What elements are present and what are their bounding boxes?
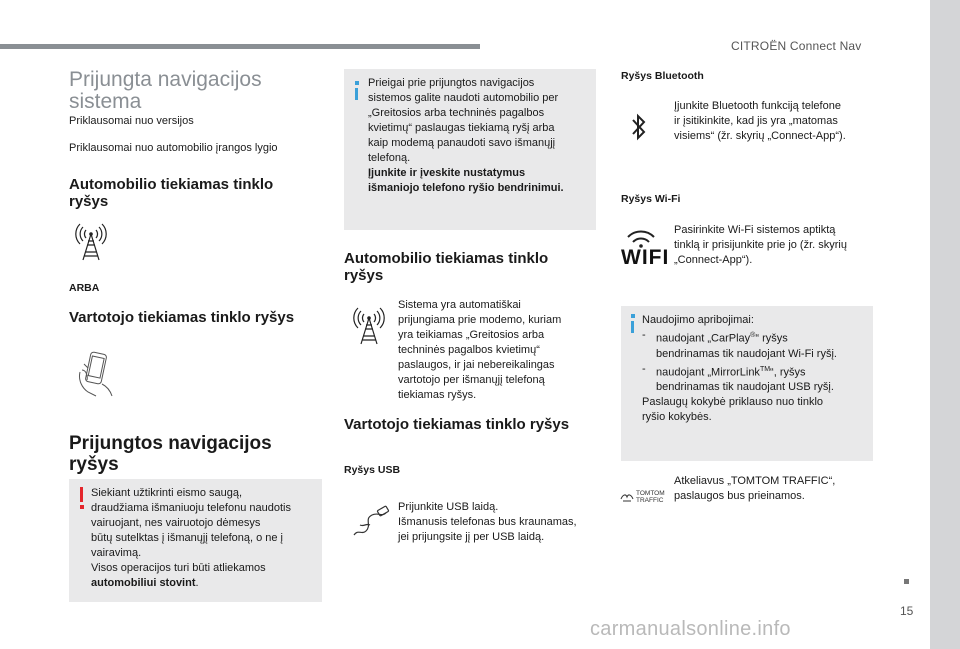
tomtom-traffic-icon <box>636 490 665 504</box>
info-icon-dot <box>355 81 359 85</box>
bluetooth-text <box>674 99 874 144</box>
smartphone-hand-icon <box>76 350 116 398</box>
vehicle-network-text <box>398 298 598 403</box>
header-rule <box>0 44 480 49</box>
warning-line: būtų sutelktas į išmanųjį telefoną, o ne į <box>91 532 284 544</box>
trim-note: Priklausomai nuo automobilio įrangos lygio <box>69 142 278 154</box>
warning-period: . <box>195 577 199 589</box>
text-line: paslaugos, ir jai nebereikalingas <box>398 359 555 371</box>
tomtom-icon-line: TRAFFIC <box>636 497 664 504</box>
wifi-text <box>674 223 874 268</box>
text-line: visiems“ (žr. skyrių „Connect-App“). <box>674 130 846 142</box>
text-span: “ ryšys <box>755 332 788 345</box>
warning-icon-dot <box>80 505 84 509</box>
tomtom-icon-line: TOMTOM <box>636 490 665 497</box>
info-line: „Greitosios arba techninės pagalbos <box>368 107 545 119</box>
tomtom-text <box>674 474 874 504</box>
usb-label: Ryšys USB <box>344 464 401 476</box>
text-line: tinklą ir prisijunkite prie jo (žr. skyrių <box>674 239 847 251</box>
warning-line <box>91 576 319 591</box>
watermark: carmanualsonline.info <box>590 618 791 640</box>
limits-item-text <box>656 328 788 347</box>
limits-item-text <box>656 362 806 381</box>
limits-item-line2: bendrinamas tik naudojant Wi-Fi ryšį. <box>656 347 837 360</box>
text-line: Sistema yra automatiškai <box>398 299 521 311</box>
text-line: Prijunkite USB laidą. <box>398 501 499 513</box>
text-line: yra teikiamas „Greitosios arba <box>398 329 545 341</box>
antenna-icon <box>74 222 108 262</box>
bluetooth-icon <box>630 112 648 142</box>
page-number: 15 <box>900 604 914 618</box>
vehicle-network-heading-2 <box>344 250 548 284</box>
limits-end-line: ryšio kokybės. <box>642 411 712 424</box>
heading-line: Automobilio tiekiamas tinklo <box>69 176 274 193</box>
limits-item-mirrorlink <box>642 362 870 381</box>
text-line: Išmanusis telefonas bus kraunamas, <box>398 516 577 528</box>
text-span: naudojant „MirrorLink <box>656 366 760 379</box>
warning-text <box>91 486 319 591</box>
text-line: Pasirinkite Wi-Fi sistemos aptiktą <box>674 224 836 236</box>
limits-end-line: Paslaugų kokybė priklauso nuo tinklo <box>642 396 824 409</box>
brand-name: CITROËN Connect Nav <box>731 39 862 53</box>
heading-line: ryšys <box>69 193 109 210</box>
info-line: kaip modemą panaudoti savo išmanųjį <box>368 137 556 149</box>
info-line: telefoną. <box>368 152 411 164</box>
text-span: “, ryšys <box>770 366 806 379</box>
info-text-connected <box>368 76 593 196</box>
page-edge-strip <box>930 0 960 649</box>
warning-icon <box>80 487 83 502</box>
version-note: Priklausomai nuo versijos <box>69 115 194 127</box>
info-icon-dot <box>631 314 635 318</box>
info-line: kvietimų“ paslaugas tiekiamą ryšį arba <box>368 122 555 134</box>
usb-cable-icon <box>352 505 390 539</box>
text-line: ir įsitikinkite, kad jis yra „matomas <box>674 115 838 127</box>
heading-line: Prijungtos navigacijos <box>69 433 272 454</box>
limits-text <box>642 313 870 425</box>
user-network-heading: Vartotojo tiekiamas tinklo ryšys <box>69 309 295 326</box>
limits-intro: Naudojimo apribojimai: <box>642 314 754 326</box>
info-line-bold: Įjunkite ir įveskite nustatymus <box>368 167 526 179</box>
text-span: naudojant „CarPlay <box>656 332 751 345</box>
warning-line: Visos operacijos turi būti atliekamos <box>91 562 266 574</box>
page-title-line1: Prijungta navigacijos <box>69 68 262 91</box>
info-line-bold: išmaniojo telefono ryšio bendrinimui. <box>368 182 564 194</box>
warning-line: Siekiant užtikrinti eismo saugą, <box>91 487 243 499</box>
antenna-icon <box>352 306 386 346</box>
wifi-icon-text: WIFI <box>621 246 670 269</box>
text-line: „Connect-App“). <box>674 254 753 266</box>
text-line: Įjunkite Bluetooth funkciją telefone <box>674 100 841 112</box>
vehicle-network-heading <box>69 176 273 210</box>
trademark-mark: TM <box>759 365 771 373</box>
warning-line: draudžiama išmaniuoju telefonu naudotis <box>91 502 291 514</box>
text-line: tiekiamas ryšys. <box>398 389 477 401</box>
text-line: jei prijungsite jį per USB laidą. <box>398 531 545 543</box>
wifi-arcs-icon <box>620 228 662 248</box>
tomtom-hands-icon <box>620 490 634 504</box>
continue-marker <box>904 579 909 584</box>
info-icon <box>631 321 634 333</box>
text-line: Atkeliavus „TOMTOM TRAFFIC“, <box>674 475 836 487</box>
warning-emphasis: automobiliui stovint <box>91 577 196 589</box>
usb-text <box>398 500 598 545</box>
registered-mark: ® <box>750 332 756 339</box>
heading-line: ryšys <box>344 267 384 284</box>
heading-line: ryšys <box>69 454 119 475</box>
list-dash: - <box>642 362 646 375</box>
info-line: sistemos galite naudoti automobilio per <box>368 92 559 104</box>
info-icon <box>355 88 358 100</box>
text-line: vartotojo per išmanųjį telefoną <box>398 374 545 386</box>
page-title <box>69 69 262 113</box>
list-dash: - <box>642 329 646 341</box>
connected-nav-heading <box>69 433 272 475</box>
heading-line: Automobilio tiekiamas tinklo <box>344 250 549 267</box>
text-line: prijungiama prie modemo, kuriam <box>398 314 562 326</box>
text-line: paslaugos bus prieinamos. <box>674 490 805 502</box>
warning-line: vairuojant, nes vairuotojo dėmesys <box>91 517 261 529</box>
limits-item-carplay <box>642 328 870 347</box>
warning-line: vairavimą. <box>91 547 142 559</box>
text-line: techninės pagalbos kvietimų“ <box>398 344 540 356</box>
user-network-heading-2: Vartotojo tiekiamas tinklo ryšys <box>344 416 570 433</box>
or-label: ARBA <box>69 282 100 294</box>
limits-item-line2: bendrinamas tik naudojant USB ryšį. <box>656 381 834 394</box>
page-title-line2: sistema <box>69 90 142 113</box>
info-line: Prieigai prie prijungtos navigacijos <box>368 77 535 89</box>
wifi-label: Ryšys Wi-Fi <box>621 193 681 205</box>
bluetooth-label: Ryšys Bluetooth <box>621 70 704 82</box>
